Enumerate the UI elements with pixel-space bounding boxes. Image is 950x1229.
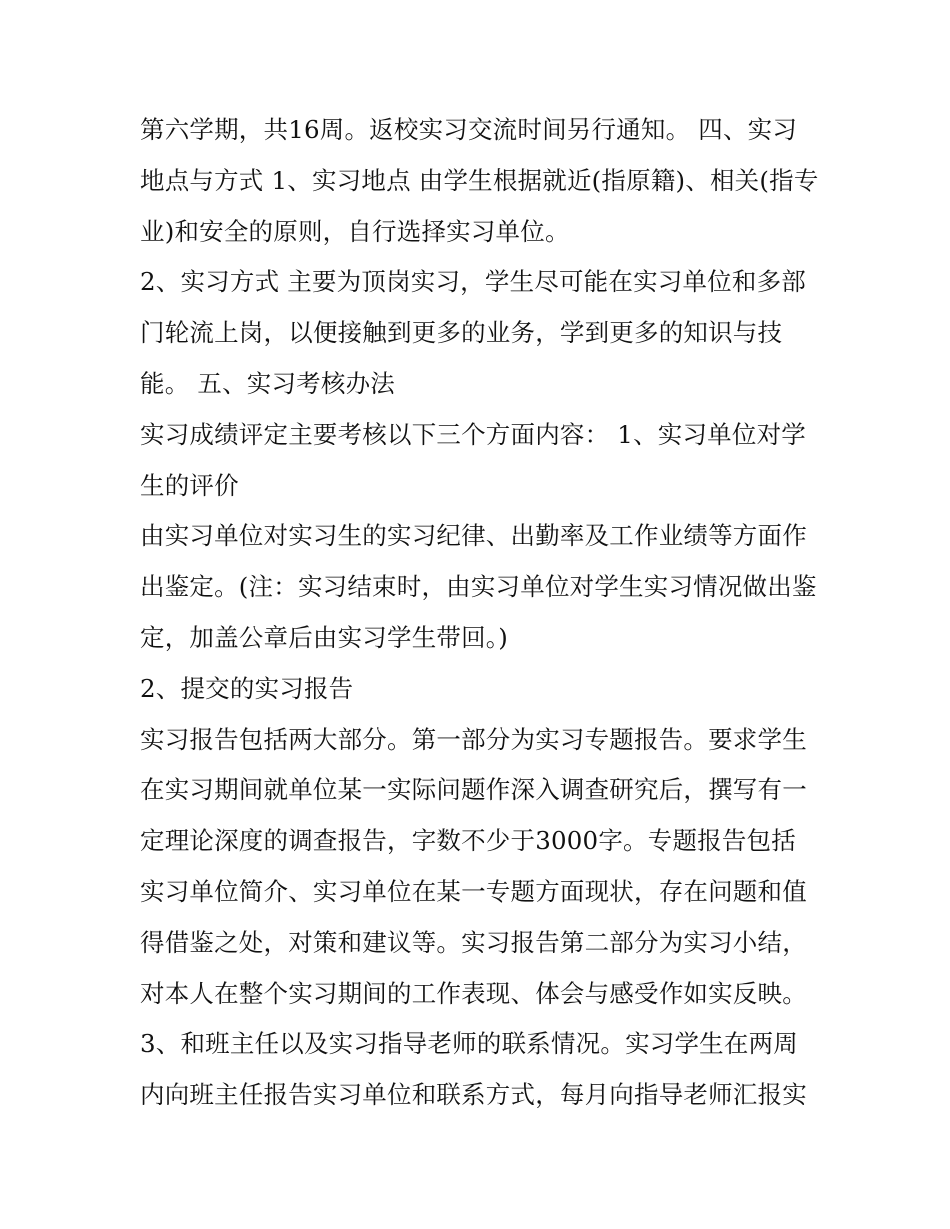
paragraph-contact-situation: 3、和班主任以及实习指导老师的联系情况。实习学生在两周内向班主任报告实习单位和联系方式，每月向指导老师汇报实 — [140, 1029, 807, 1110]
paragraph-report-details: 实习报告包括两大部分。第一部分为实习专题报告。要求学生在实习期间就单位某一实际问题作深入调查研究后，撰写有一定理论深度的调查报告，字数不少于3000字。专题报告包括实习单位简介、实习单位在某一专题方面现状，存在问题和值得借鉴之处，对策和建议等。实习报告第二部分为实习小结，对本人在整个实习期间的工作表现、体会与感受作如实反映。 — [140, 724, 807, 1008]
paragraph-report-heading: 2、提交的实习报告 — [140, 673, 354, 703]
paragraph-internship-location: 第六学期，共16周。返校实习交流时间另行通知。 四、实习地点与方式 1、实习地点 由学生根据就近(指原籍)、相关(指专业)和安全的原则，自行选择实习单位。 — [140, 115, 819, 246]
paragraph-unit-evaluation: 由实习单位对实习生的实习纪律、出勤率及工作业绩等方面作出鉴定。(注：实习结束时，由实习单位对学生实习情况做出鉴定，加盖公章后由实习学生带回。) — [140, 521, 817, 652]
paragraph-internship-method: 2、实习方式 主要为顶岗实习，学生尽可能在实习单位和多部门轮流上岗，以便接触到更多的业务，学到更多的知识与技能。 五、实习考核办法 — [140, 267, 806, 398]
document-body — [140, 105, 820, 1121]
paragraph-assessment-intro: 实习成绩评定主要考核以下三个方面内容： 1、实习单位对学生的评价 — [140, 419, 806, 500]
